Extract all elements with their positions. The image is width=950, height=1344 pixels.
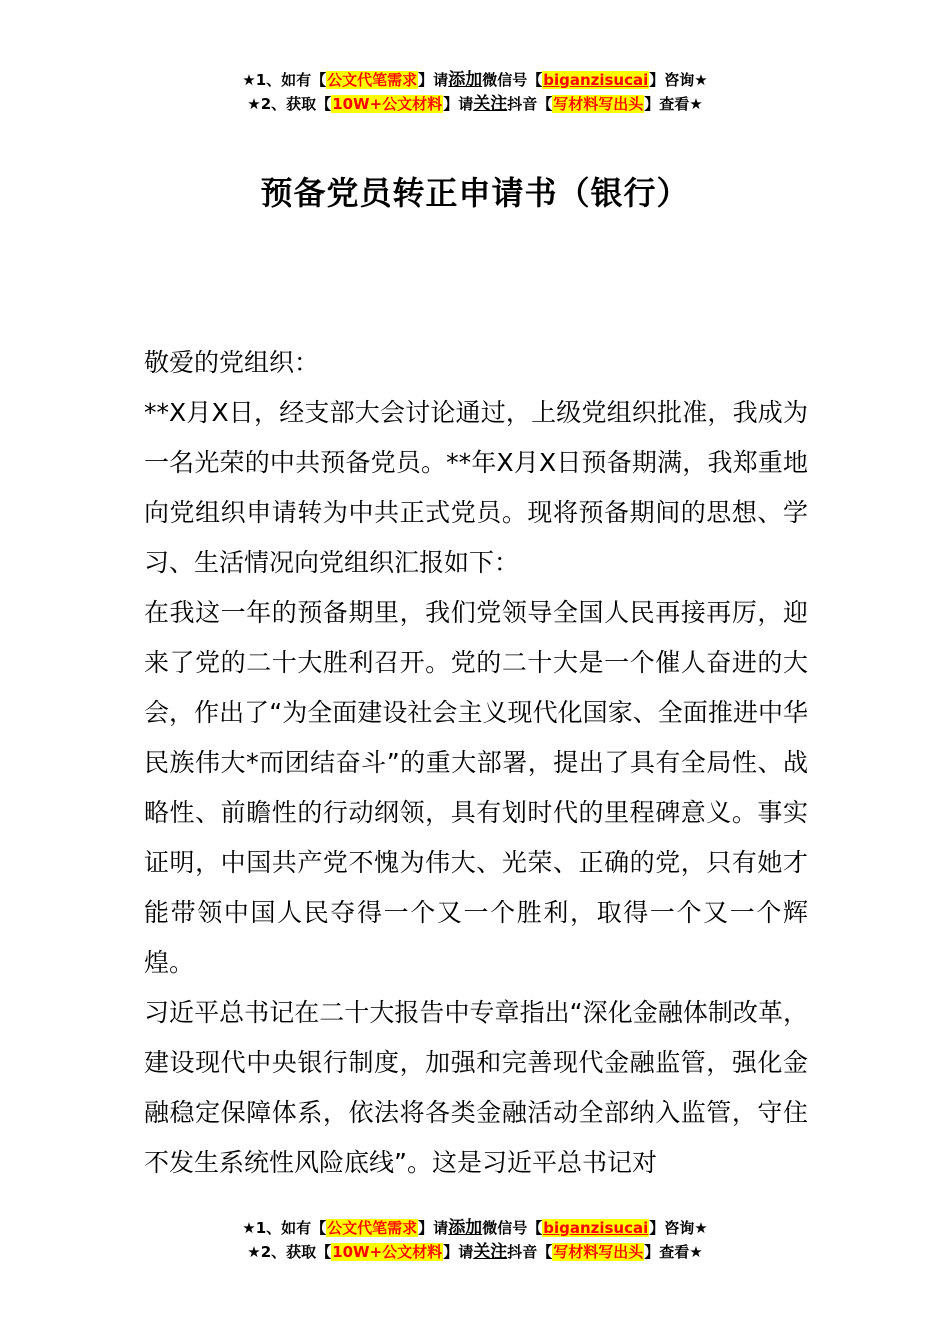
star-icon: ★ [242, 1219, 256, 1237]
star-icon: ★ [242, 71, 256, 89]
body-paragraph: **X月X日，经支部大会讨论通过，上级党组织批准，我成为一名光荣的中共预备党员。**年X月X日预备期满，我郑重地向党组织申请转为中共正式党员。现将预备期间的思想、学习、生活情况向党组织汇报如下： [144, 398, 808, 577]
promo-text: 1、如有【 [255, 71, 327, 89]
promo-emphasis: 关注 [473, 94, 508, 114]
body-paragraph: 习近平总书记在二十大报告中专章指出“深化金融体制改革，建设现代中央银行制度，加强和完善现代金融监管，强化金融稳定保障体系，依法将各类金融活动全部纳入监管，守住不发生系统性风险底线”。这是习近平总书记对 [144, 998, 808, 1177]
wechat-id-link[interactable]: biganzisucai [543, 1219, 649, 1237]
document-title: 预备党员转正申请书（银行） [260, 174, 690, 213]
promo-banner-top [0, 68, 950, 116]
promo-text: 抖音【 [507, 1243, 553, 1261]
promo-emphasis: 关注 [473, 1242, 508, 1262]
promo-highlight: 公文代笔需求 [327, 71, 418, 89]
star-icon: ★ [247, 1243, 261, 1261]
salutation: 敬爱的党组织： [144, 348, 320, 377]
promo-text: 】查看 [644, 1243, 690, 1261]
star-icon: ★ [694, 71, 708, 89]
promo-text: 】请 [418, 71, 449, 89]
promo-emphasis: 添加 [448, 70, 483, 90]
promo-text: 】查看 [644, 95, 690, 113]
promo-highlight: 写材料写出头 [553, 1243, 644, 1261]
promo-text: 微信号【 [482, 1219, 543, 1237]
promo-highlight: 公文代笔需求 [327, 1219, 418, 1237]
star-icon: ★ [689, 1243, 703, 1261]
promo-line-1 [0, 1216, 950, 1240]
star-icon: ★ [694, 1219, 708, 1237]
promo-banner-bottom [0, 1216, 950, 1264]
star-icon: ★ [247, 95, 261, 113]
promo-text: 2、获取【 [260, 1243, 332, 1261]
promo-text: 2、获取【 [260, 95, 332, 113]
star-icon: ★ [689, 95, 703, 113]
promo-text: 】请 [443, 1243, 474, 1261]
promo-highlight: 10W+公文材料 [332, 1243, 443, 1261]
promo-line-2 [0, 92, 950, 116]
promo-text: 】咨询 [649, 1219, 695, 1237]
promo-highlight: 10W+公文材料 [332, 95, 443, 113]
promo-text: 】咨询 [649, 71, 695, 89]
promo-line-2 [0, 1240, 950, 1264]
promo-highlight: 写材料写出头 [553, 95, 644, 113]
promo-emphasis: 添加 [448, 1218, 483, 1238]
body-paragraph: 在我这一年的预备期里，我们党领导全国人民再接再厉，迎来了党的二十大胜利召开。党的二十大是一个催人奋进的大会，作出了“为全面建设社会主义现代化国家、全面推进中华民族伟大*而团结奋斗”的重大部署，提出了具有全局性、战略性、前瞻性的行动纲领，具有划时代的里程碑意义。事实证明，中国共产党不愧为伟大、光荣、正确的党，只有她才能带领中国人民夺得一个又一个胜利，取得一个又一个辉煌。 [144, 598, 808, 977]
promo-text: 抖音【 [507, 95, 553, 113]
document-body [144, 338, 808, 1188]
promo-text: 】请 [418, 1219, 449, 1237]
promo-line-1 [0, 68, 950, 92]
promo-text: 】请 [443, 95, 474, 113]
wechat-id-link[interactable]: biganzisucai [543, 71, 649, 89]
promo-text: 微信号【 [482, 71, 543, 89]
promo-text: 1、如有【 [255, 1219, 327, 1237]
